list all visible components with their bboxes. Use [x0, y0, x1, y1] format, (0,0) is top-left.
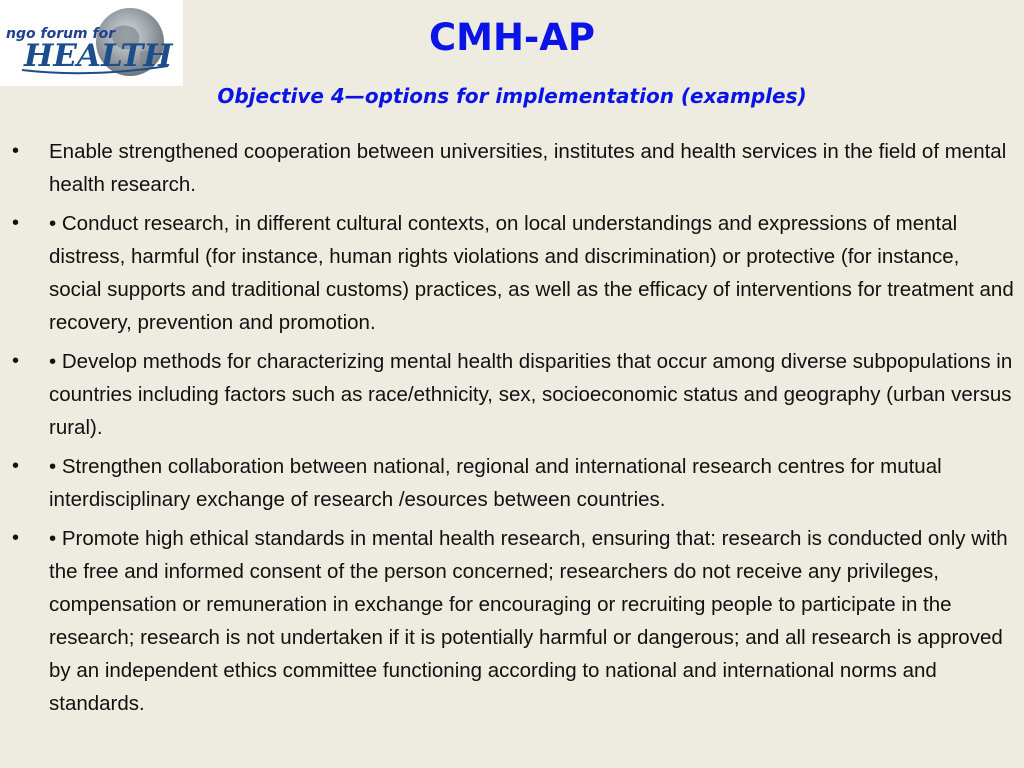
list-item: [0, 345, 1024, 444]
logo-big-text: HEALTH: [24, 38, 173, 74]
bullet-list: [0, 135, 1024, 726]
list-item: [0, 450, 1024, 516]
bullet-icon: •: [12, 350, 20, 372]
list-item-text: • Promote high ethical standards in mental health research, ensuring that: research is conducted only with the free and informed consent of the person concerned; researchers do not receive any privileges, compensation or remuneration in exchange for encouraging or recruiting people to participate in the research; research is not undertaken if it is potentially harmful or dangerous; and all research is approved by an independent ethics committee functioning according to national and international norms and standards.: [49, 527, 1008, 715]
logo-small-text: ngo forum for: [6, 26, 116, 42]
list-item: [0, 522, 1024, 720]
list-item-text: Enable strengthened cooperation between universities, institutes and health services in the field of mental health research.: [49, 140, 1007, 196]
list-item: [0, 207, 1024, 339]
page-title: CMH-AP: [428, 16, 596, 59]
list-item: [0, 135, 1024, 201]
bullet-icon: •: [12, 212, 20, 234]
bullet-icon: •: [12, 455, 20, 477]
list-item-text: • Strengthen collaboration between national, regional and international research centres for mutual interdisciplinary exchange of research /esources between countries.: [49, 455, 942, 511]
bullet-icon: •: [12, 140, 20, 162]
bullet-icon: •: [12, 527, 20, 549]
list-item-text: • Develop methods for characterizing mental health disparities that occur among diverse subpopulations in countries including factors such as race/ethnicity, sex, socioeconomic status and geography (urban versus rural).: [49, 350, 1013, 439]
page-subtitle: Objective 4—options for implementation (examples): [217, 84, 807, 108]
list-item-text: • Conduct research, in different cultural contexts, on local understandings and expressions of mental distress, harmful (for instance, human rights violations and discrimination) or protective (for instance, social supports and traditional customs) practices, as well as the efficacy of interventions for treatment and recovery, prevention and promotion.: [49, 212, 1014, 334]
